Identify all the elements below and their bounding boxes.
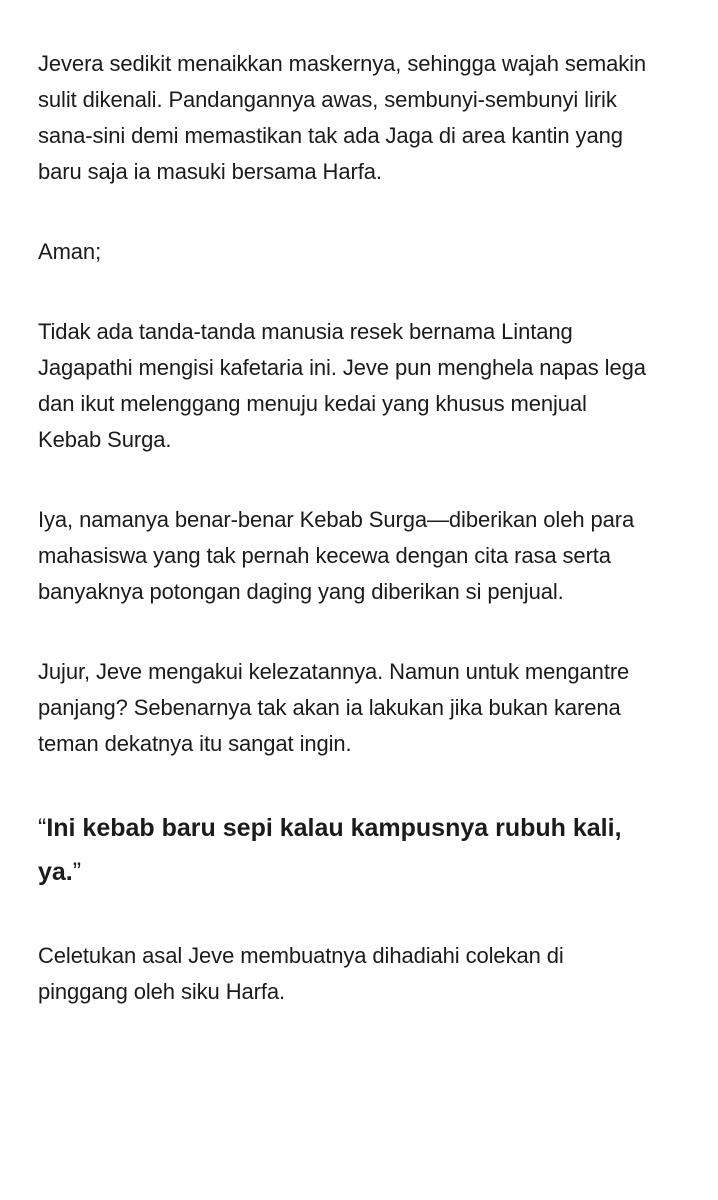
paragraph-2: [38, 234, 690, 270]
dialogue-text: Ini kebab baru sepi kalau kampusnya rubuh kali,: [46, 814, 622, 842]
paragraph-gap: [38, 270, 690, 314]
text-line: Kebab Surga.: [38, 427, 172, 452]
text-line: banyaknya potongan daging yang diberikan si penjual.: [38, 579, 564, 604]
text-line: teman dekatnya itu sangat ingin.: [38, 731, 352, 756]
text-line: sulit dikenali. Pandangannya awas, sembunyi-sembunyi lirik: [38, 87, 617, 112]
text-line: Jagapathi mengisi kafetaria ini. Jeve pun menghela napas lega: [38, 355, 646, 380]
text-line: pinggang oleh siku Harfa.: [38, 979, 285, 1004]
dialogue-quote: [38, 806, 690, 894]
paragraph-3: [38, 314, 690, 458]
text-line: Aman;: [38, 239, 102, 264]
paragraph-gap: [38, 458, 690, 502]
paragraph-5: [38, 654, 690, 762]
text-line: sana-sini demi memastikan tak ada Jaga di area kantin yang: [38, 123, 623, 148]
text-line: mahasiswa yang tak pernah kecewa dengan cita rasa serta: [38, 543, 611, 568]
text-line: baru saja ia masuki bersama Harfa.: [38, 159, 382, 184]
story-page: [38, 46, 690, 1010]
text-line: panjang? Sebenarnya tak akan ia lakukan jika bukan karena: [38, 695, 621, 720]
text-line: Tidak ada tanda-tanda manusia resek bernama Lintang: [38, 319, 573, 344]
text-line: Jujur, Jeve mengakui kelezatannya. Namun untuk mengantre: [38, 659, 630, 684]
text-line: Iya, namanya benar-benar Kebab Surga—diberikan oleh para: [38, 507, 635, 532]
paragraph-4: [38, 502, 690, 610]
dialogue-line: [38, 850, 690, 894]
dialogue-text: ya.: [38, 858, 73, 886]
paragraph-gap: [38, 190, 690, 234]
dialogue-line: [38, 806, 690, 850]
paragraph-gap: [38, 762, 690, 806]
paragraph-closing: [38, 938, 690, 1010]
open-quote-mark: “: [38, 814, 47, 842]
paragraph-1: [38, 46, 690, 190]
text-line: dan ikut melenggang menuju kedai yang khusus menjual: [38, 391, 587, 416]
paragraph-gap: [38, 894, 690, 938]
close-quote-mark: ”: [72, 858, 82, 886]
text-line: Jevera sedikit menaikkan maskernya, sehingga wajah semakin: [38, 51, 647, 76]
text-line: Celetukan asal Jeve membuatnya dihadiahi colekan di: [38, 943, 564, 968]
paragraph-gap: [38, 610, 690, 654]
